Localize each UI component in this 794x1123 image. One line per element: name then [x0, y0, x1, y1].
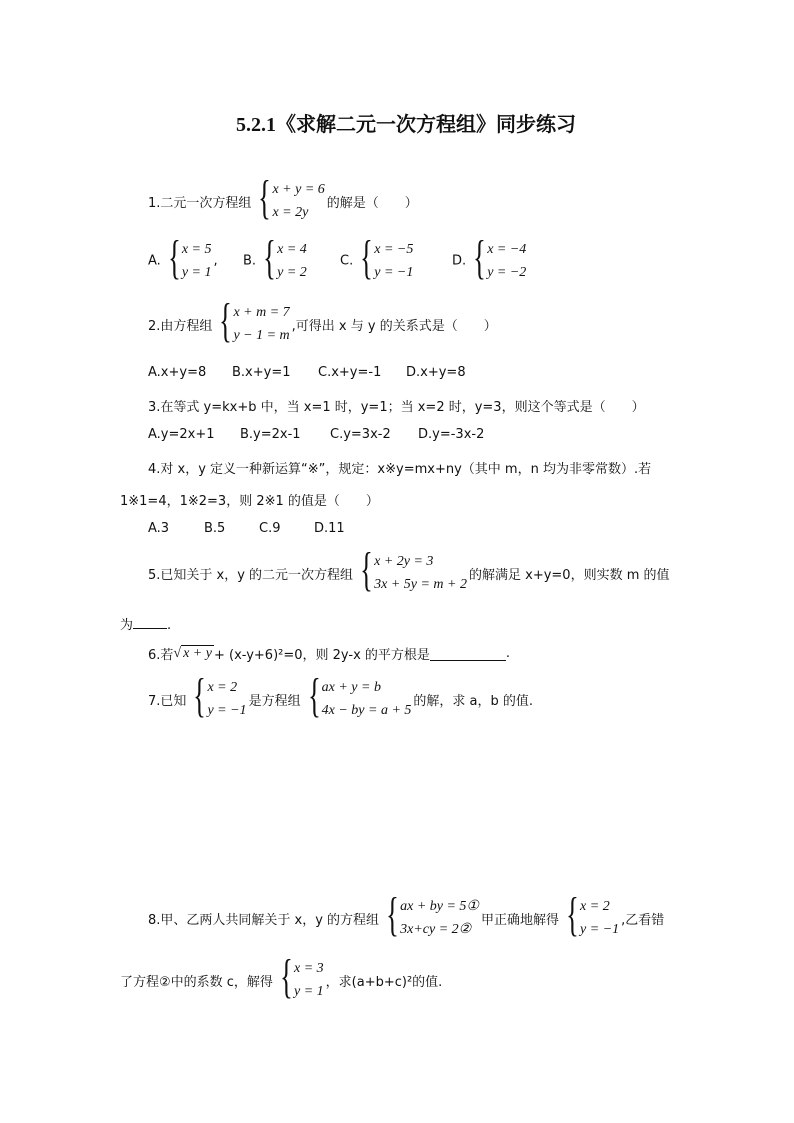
- question-4-line-1: 4.对 x，y 定义一种新运算“※”，规定：x※y=mx+ny（其中 m，n 均为非零常数）.若: [148, 462, 652, 477]
- page-title: 5.2.1《求解二元一次方程组》同步练习: [236, 114, 576, 136]
- question-3-options: A.y=2x+1 B.y=2x-1 C.y=3x-2 D.y=-3x-2: [148, 427, 485, 442]
- question-8: 8.甲、乙两人共同解关于 x，y 的方程组 { ax + by = 5① 3x+cy = 2② 甲正确地解得 { x = 2 y = −1 ,乙看错: [148, 888, 665, 941]
- option-a: A. { x = 5 y = 1 ,: [148, 231, 218, 284]
- question-1: 1.二元一次方程组 { x + y = 6 x = 2y 的解是（ ）: [148, 171, 418, 224]
- answer-blank[interactable]: [133, 614, 167, 629]
- question-1-options: [148, 231, 528, 284]
- question-8-line-2: 了方程②中的系数 c，解得 { x = 3 y = 1 ，求(a+b+c)²的值.: [120, 950, 443, 1003]
- option-c: C. { x = −5 y = −1: [340, 231, 414, 284]
- question-6: 6.若 √ x + y + (x-y+6)²=0，则 2y-x 的平方根是 .: [148, 645, 511, 663]
- question-5: 5.已知关于 x，y 的二元一次方程组 { x + 2y = 3 3x + 5y = m + 2 的解满足 x+y=0，则实数 m 的值: [148, 543, 670, 596]
- question-4-line-2: 1※1=4，1※2=3，则 2※1 的值是（ ）: [120, 494, 379, 509]
- option-b: B. { x = 4 y = 2: [243, 231, 307, 284]
- sqrt-expression: √ x + y: [173, 645, 212, 661]
- option-d: D. { x = −4 y = −2: [452, 231, 527, 284]
- question-5-line-2: 为 .: [120, 614, 171, 633]
- equation-system: { x + y = 6 x = 2y: [258, 171, 325, 224]
- question-3: 3.在等式 y=kx+b 中，当 x=1 时，y=1；当 x=2 时，y=3，则这个等式是（ ）: [148, 400, 645, 415]
- question-7: 7.已知 { x = 2 y = −1 是方程组 { ax + y = b 4x − by = a + 5 的解，求 a，b 的值.: [148, 669, 534, 722]
- question-2-options: A.x+y=8 B.x+y=1 C.x+y=-1 D.x+y=8: [148, 365, 466, 380]
- question-4-options: A.3 B.5 C.9 D.11: [148, 521, 345, 536]
- question-2: 2.由方程组 { x + m = 7 y − 1 = m ,可得出 x 与 y 的关系式是（ ）: [148, 294, 497, 347]
- answer-blank[interactable]: [430, 646, 506, 661]
